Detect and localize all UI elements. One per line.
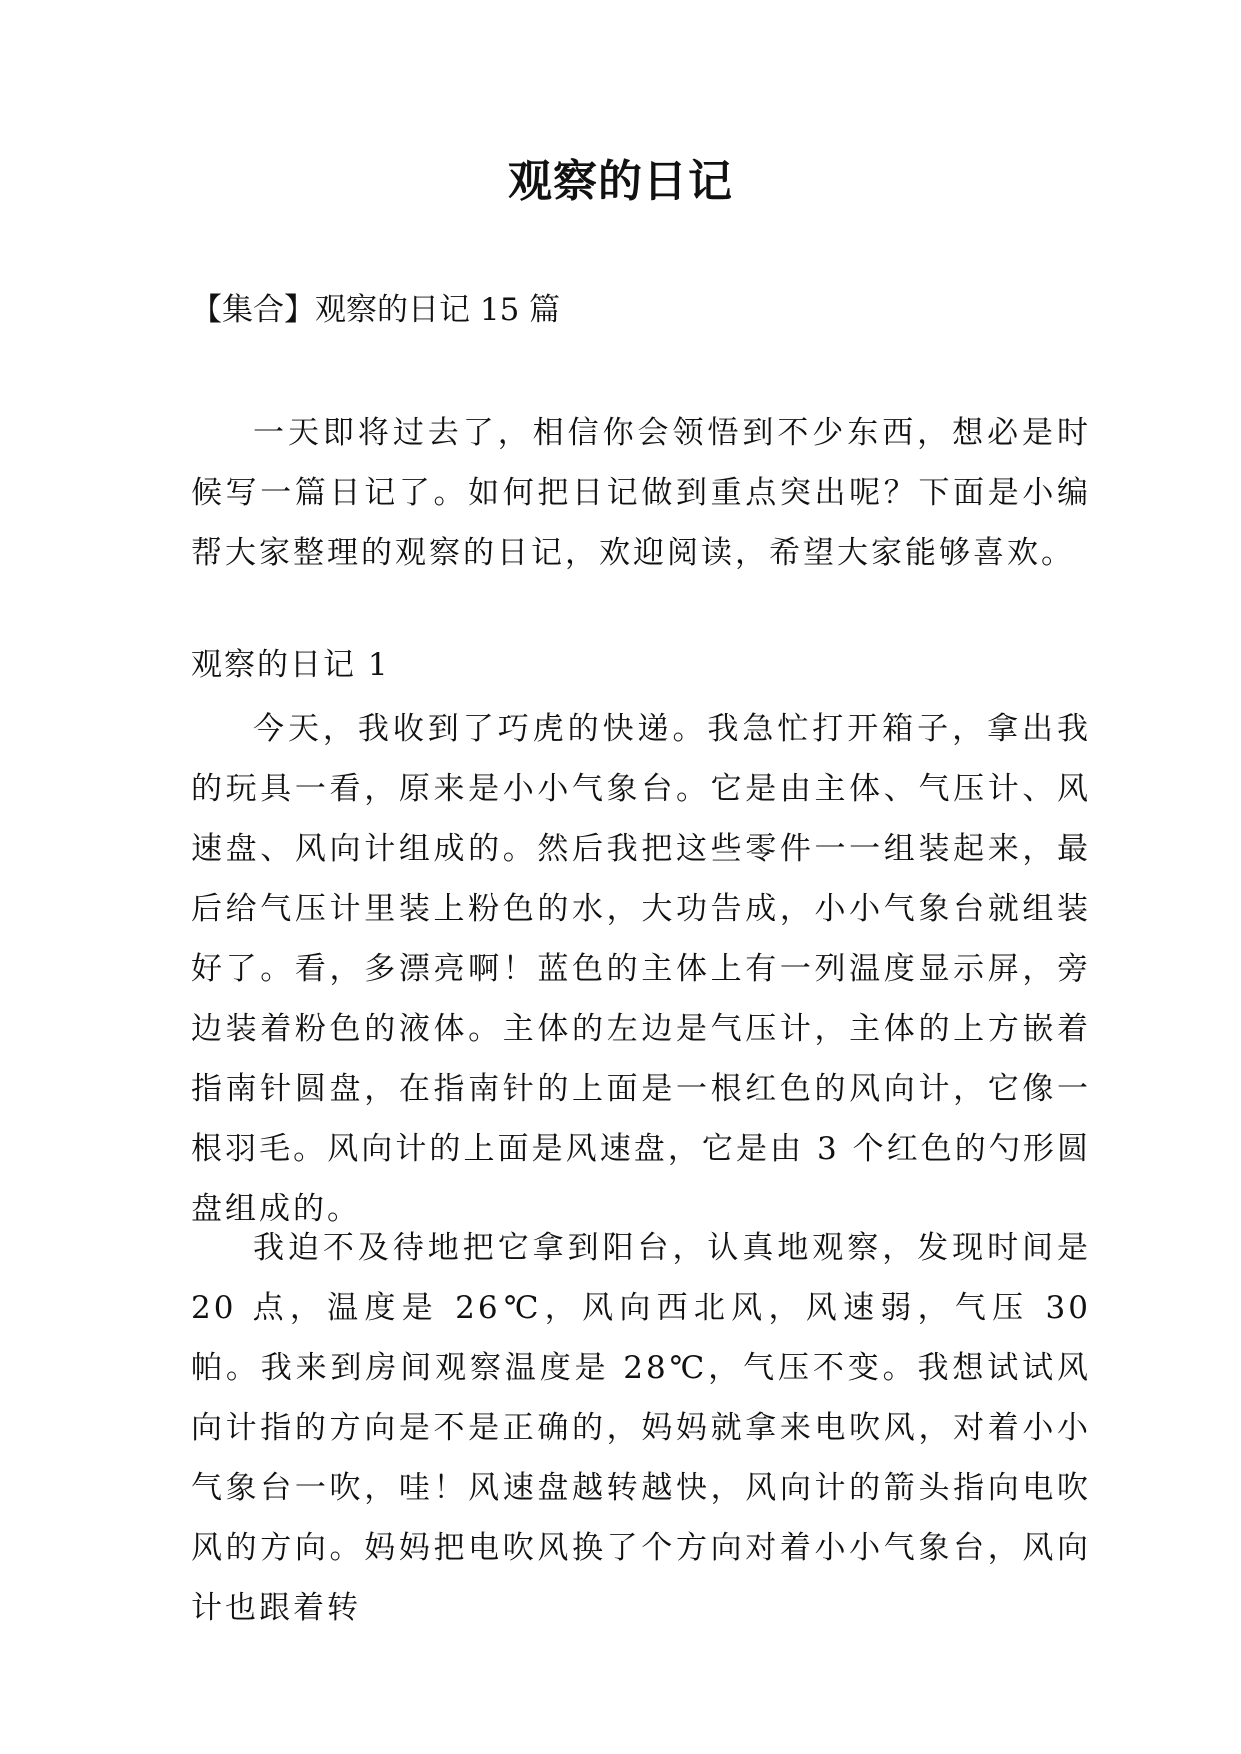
document-title: 观察的日记 — [508, 156, 733, 207]
document-subtitle: 【集合】观察的日记 15 篇 — [191, 292, 561, 328]
section-heading: 观察的日记 1 — [191, 647, 390, 683]
body-paragraph: 今天，我收到了巧虎的快递。我急忙打开箱子，拿出我的玩具一看，原来是小小气象台。它是由主体、气压计、风速盘、风向计组成的。然后我把这些零件一一组装起来，最后给气压计里装上粉色的水，大功告成，小小气象台就组装好了。看，多漂亮啊！蓝色的主体上有一列温度显示屏，旁边装着粉色的液体。主体的左边是气压计，主体的上方嵌着指南针圆盘，在指南针的上面是一根红色的风向计，它像一根羽毛。风向计的上面是风速盘，它是由 3 个红色的勺形圆盘组成的。 — [191, 711, 1091, 1227]
intro-paragraph: 一天即将过去了，相信你会领悟到不少东西，想必是时候写一篇日记了。如何把日记做到重点突出呢？下面是小编帮大家整理的观察的日记，欢迎阅读，希望大家能够喜欢。 — [191, 415, 1091, 571]
body-paragraph: 我迫不及待地把它拿到阳台，认真地观察，发现时间是20 点，温度是 26℃，风向西北风，风速弱，气压 30 帕。我来到房间观察温度是 28℃，气压不变。我想试试风向计指的方向是不是正确的，妈妈就拿来电吹风，对着小小气象台一吹，哇！风速盘越转越快，风向计的箭头指向电吹风的方向。妈妈把电吹风换了个方向对着小小气象台，风向计也跟着转 — [191, 1230, 1091, 1626]
